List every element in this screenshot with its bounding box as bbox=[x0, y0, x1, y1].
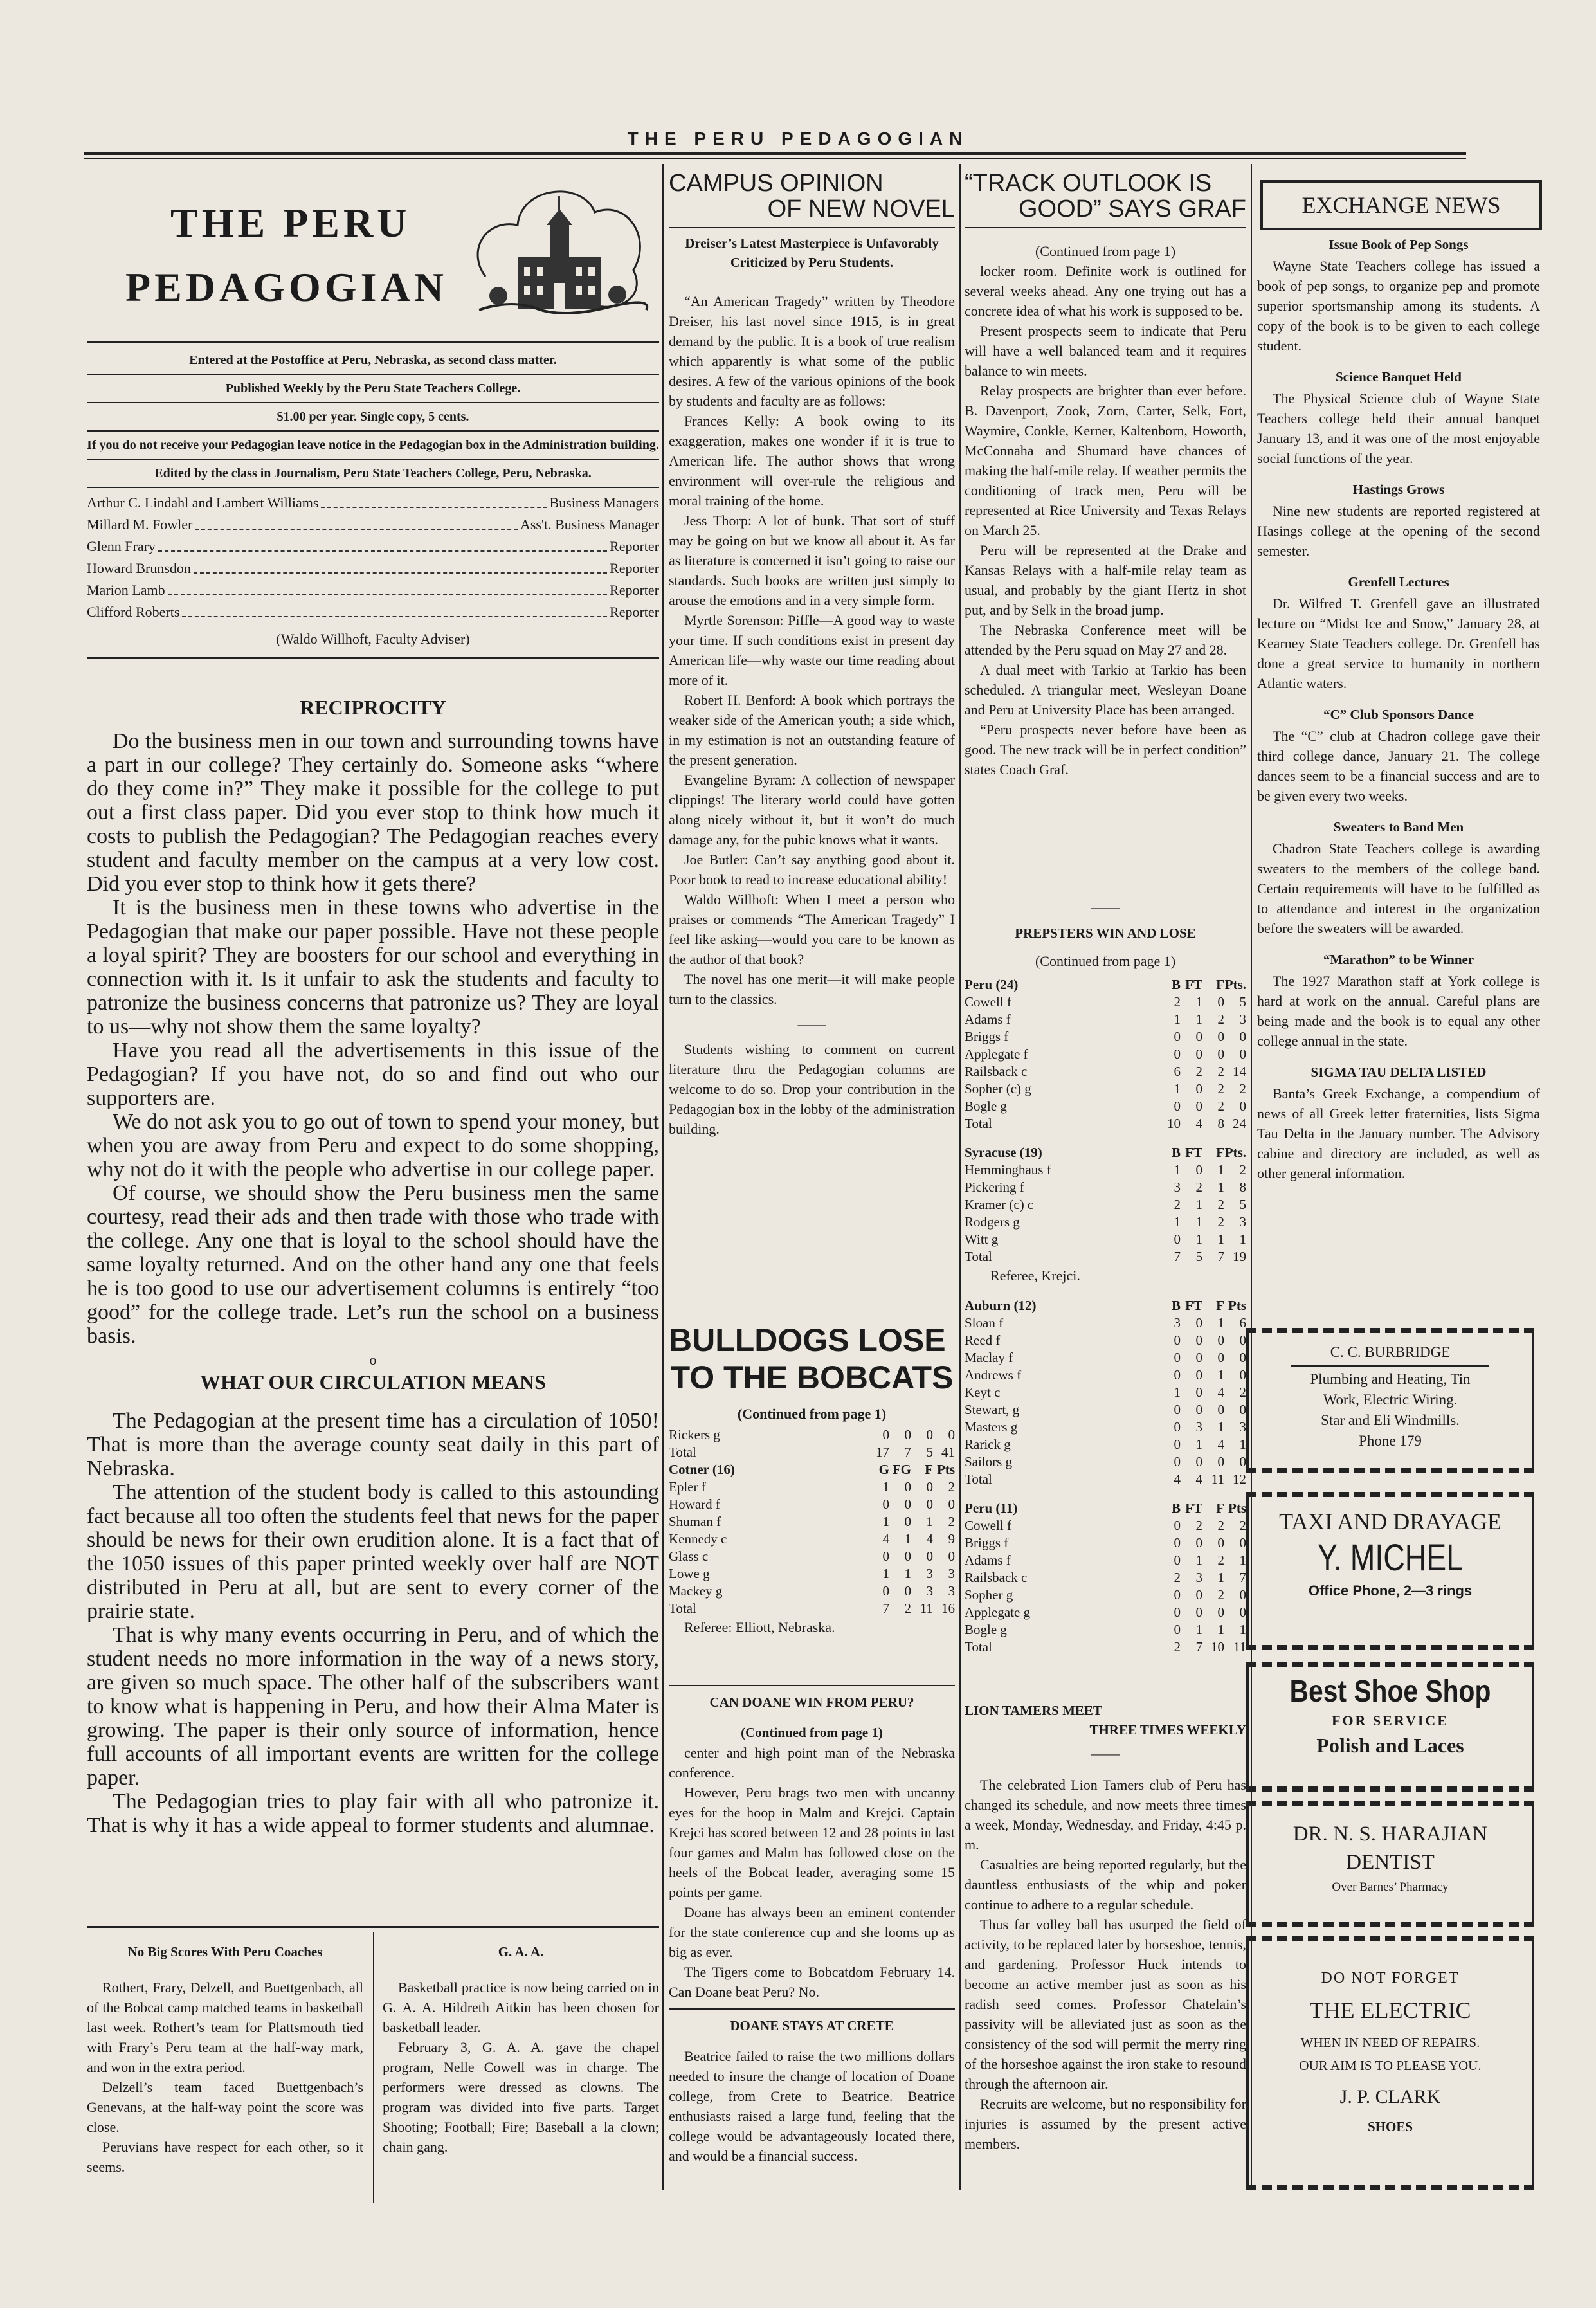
article-paragraph: Jess Thorp: A lot of bunk. That sort of stuff may be going on but we know all about it. As far as literature is concerned it isn’t going to raise our standards. Such books are written just simply to arouse the emotions and in a very simple form. bbox=[669, 513, 955, 608]
table-row: Adams f 0 1 2 1 bbox=[965, 1552, 1246, 1568]
running-head: THE PERU PEDAGOGIAN bbox=[627, 129, 969, 149]
table-row: Reed f 0 0 0 0 bbox=[965, 1332, 1246, 1348]
table-row: Witt g 0 1 1 1 bbox=[965, 1231, 1246, 1247]
staff-list bbox=[87, 492, 659, 623]
campus-opinion-title-1: CAMPUS OPINION bbox=[669, 170, 884, 197]
reciprocity-paragraph: Of course, we should show the Peru business men the same courtesy, read their ads and then trade with those who trade with the college. Any one that is loyal to the school should have the same loyalty returned. And on the other hand any one that feels he is too good to use our advertisement columns is entirely “too good” for the college trade. Let’s run the school on a business basis. bbox=[87, 1181, 659, 1348]
article-paragraph: Doane has always been an eminent contender for the state conference cup and she looms up as big as ever. bbox=[669, 1904, 955, 1960]
reciprocity-article bbox=[87, 691, 659, 1837]
circulation-paragraph: The Pedagogian at the present time has a circulation of 1050! That is more than the average county seat daily in this part of Nebraska. bbox=[87, 1409, 659, 1480]
prepsters-box-scores bbox=[965, 976, 1246, 1656]
exchange-item-title: Science Banquet Held bbox=[1335, 369, 1462, 385]
staff-row: Clifford Roberts Reporter bbox=[87, 601, 659, 623]
article-paragraph: The celebrated Lion Tamers club of Peru has changed its schedule, and now meets three times a week, Monday, Wednesday, and Friday, 4:45 p. m. bbox=[965, 1777, 1246, 1853]
electric-shoes-ad bbox=[1246, 1936, 1534, 2190]
table-row: Mackey g 0 0 3 3 bbox=[669, 1583, 955, 1599]
article-paragraph: “Peru prospects never before have been as good. The new track will be in perfect condition” states Coach Graf. bbox=[965, 722, 1246, 777]
entered-notice: Entered at the Postoffice at Peru, Nebraska, as second class matter. bbox=[189, 353, 557, 367]
doane-article bbox=[669, 1685, 955, 2206]
article-paragraph: Waldo Willhoft: When I meet a person who praises or commends “The American Tragedy” I feel like asking—would you care to be known as the author of that book? bbox=[669, 891, 955, 967]
staff-row: Howard Brunsdon Reporter bbox=[87, 558, 659, 579]
track-title-1: “TRACK OUTLOOK IS bbox=[965, 170, 1212, 197]
column-rule-1 bbox=[662, 164, 664, 2190]
article-paragraph: Basketball practice is now being carried on in G. A. A. Hildreth Aitkin has been chosen for basketball leader. bbox=[383, 1979, 659, 2035]
ad-name: C. C. BURBRIDGE bbox=[1330, 1344, 1451, 1360]
table-row: Pickering f 3 2 1 8 bbox=[965, 1179, 1246, 1195]
exchange-item-title: Sweaters to Band Men bbox=[1333, 819, 1464, 835]
lion-tamers-title-2: THREE TIMES WEEKLY bbox=[1089, 1722, 1246, 1738]
table-row: Briggs f 0 0 0 0 bbox=[965, 1535, 1246, 1550]
circulation-paragraph: The attention of the student body is called to this astounding fact because all too often the students feel that news for the paper should be news for their own erudition alone. It is a fact that of the 1050 issues of this paper printed weekly over half are NOT distributed in Peru at all, but are sent to every corner of the prairie state. bbox=[87, 1480, 659, 1623]
lion-tamers-title-1: LION TAMERS MEET bbox=[965, 1703, 1102, 1718]
masthead-info bbox=[87, 350, 659, 665]
top-rule-thin bbox=[84, 158, 1466, 159]
article-paragraph: However, Peru brags two men with uncanny eyes for the hoop in Malm and Krejci. Captain Krejci has scored between 12 and 28 points in last four games and Malm has followed close on the heels of the Bobcat leader, averaging some 15 points per game. bbox=[669, 1785, 955, 1900]
reciprocity-paragraph: Do the business men in our town and surrounding towns have a part in our college? They certainly do. Someone asks “where do they come in?” They make it possible for the college to put out a first class paper. Did you ever stop to think how much it costs to publish the Pedagogian? The Pedagogian reaches every student and faculty member on the campus at a very low cost. Did you ever stop to think how it gets there? bbox=[87, 729, 659, 896]
ad-line: Work, Electric Wiring. bbox=[1323, 1392, 1458, 1408]
article-paragraph: A dual meet with Tarkio at Tarkio has been scheduled. A triangular meet, Wesleyan Doane and Peru at University Place has been arranged. bbox=[965, 662, 1246, 718]
article-paragraph: Relay prospects are brighter than ever before. B. Davenport, Zook, Zorn, Carter, Selk, Fort, Waymire, Conkle, Kerner, Kaltenborn, Howorth, McConnaha and Shumard have chances of making the half-mile relay. If weather permits the conditioning of track men, Peru will be represented at Rice University and Texas Relays on March 25. bbox=[965, 383, 1246, 538]
no-big-scores-title: No Big Scores With Peru Coaches bbox=[127, 1944, 323, 1959]
track-title-2: GOOD” SAYS GRAF bbox=[1018, 195, 1246, 223]
exchange-item-text: Nine new students are reported registered at Hasings college at the opening of the second semester. bbox=[1257, 503, 1540, 559]
continued-note: (Continued from page 1) bbox=[737, 1406, 887, 1422]
reciprocity-paragraph: Have you read all the advertisements in this issue of the Pedagogian? If you have not, do so and find out who our supporters are. bbox=[87, 1039, 659, 1110]
table-row: Rodgers g 1 1 2 3 bbox=[965, 1214, 1246, 1230]
table-row: Sopher (c) g 1 0 2 2 bbox=[965, 1081, 1246, 1096]
staff-row: Millard M. Fowler Ass't. Business Manager bbox=[87, 514, 659, 536]
table-header-row: Cotner (16) G FG F Pts bbox=[669, 1462, 955, 1477]
exchange-item-text: Chadron State Teachers college is awarding sweaters to the members of the college band. Certain requirements will have to be fulfilled as to attendance and interest in the organization before the sweaters will be awarded. bbox=[1257, 841, 1540, 936]
published-notice: Published Weekly by the Peru State Teachers College. bbox=[225, 381, 521, 395]
campus-opinion-title-2: OF NEW NOVEL bbox=[767, 195, 955, 223]
table-row: Sopher g 0 0 2 0 bbox=[965, 1587, 1246, 1603]
table-row: Rickers g 0 0 0 0 bbox=[669, 1427, 955, 1442]
no-big-scores-article bbox=[87, 1936, 363, 2206]
box-score-table bbox=[965, 1500, 1246, 1656]
table-row: Railsback c 6 2 2 14 bbox=[965, 1064, 1246, 1079]
table-row: Keyt c 1 0 4 2 bbox=[965, 1385, 1246, 1400]
doane-title: CAN DOANE WIN FROM PERU? bbox=[709, 1695, 914, 1710]
continued-note: (Continued from page 1) bbox=[741, 1725, 883, 1740]
ad-line: OUR AIM IS TO PLEASE YOU. bbox=[1299, 2058, 1482, 2073]
reciprocity-paragraph: We do not ask you to go out of town to spend your money, but when you are away from Peru and expect to do some shopping, why not do it with the people who advertise in our college paper. bbox=[87, 1110, 659, 1181]
table-row: Total 4 4 11 12 bbox=[965, 1471, 1246, 1487]
table-row: Total 7 2 11 16 bbox=[669, 1601, 955, 1616]
gaa-title: G. A. A. bbox=[498, 1944, 544, 1959]
table-row: Shuman f 1 0 1 2 bbox=[669, 1514, 955, 1529]
doane-crete-title: DOANE STAYS AT CRETE bbox=[730, 2018, 894, 2033]
article-paragraph: Students wishing to comment on current literature thru the Pedagogian columns are welcome to do so. Drop your contribution in the Pedagogian box in the lobby of the administration building. bbox=[669, 1041, 955, 1137]
table-row: Bogle g 0 1 1 1 bbox=[965, 1622, 1246, 1637]
exchange-item-text: The Physical Science club of Wayne State Teachers college held their annual banquet January 13, and it was one of the most enjoyable social functions of the year. bbox=[1257, 390, 1540, 466]
table-header-row: Auburn (12) B FT F Pts bbox=[965, 1298, 1246, 1313]
table-row: Cowell f 2 1 0 5 bbox=[965, 994, 1246, 1010]
edited-by: Edited by the class in Journalism, Peru State Teachers College, Peru, Nebraska. bbox=[154, 466, 592, 480]
table-row: Total 10 4 8 24 bbox=[965, 1116, 1246, 1131]
continued-note: (Continued from page 1) bbox=[1035, 953, 1176, 969]
referee-note: Referee: Elliott, Nebraska. bbox=[684, 1619, 835, 1635]
exchange-item-text: The 1927 Marathon staff at York college is hard at work on the annual. Careful plans are being made and the book is to equal any other college annual in the state. bbox=[1257, 973, 1540, 1049]
ad-name: Best Shoe Shop bbox=[1289, 1675, 1491, 1709]
ad-line: DO NOT FORGET bbox=[1321, 1970, 1460, 1986]
taxi-ad bbox=[1246, 1492, 1534, 1650]
exchange-item-title: Hastings Grows bbox=[1352, 482, 1445, 497]
exchange-item-title: “C” Club Sponsors Dance bbox=[1323, 707, 1474, 722]
table-row: Epler f 1 0 0 2 bbox=[669, 1479, 955, 1495]
article-paragraph: Frances Kelly: A book owing to its exaggeration, makes one wonder if it is true to American life. The author shows that wrong environment will over-rule the religious and moral training of the home. bbox=[669, 413, 955, 509]
bulldogs-title-1: BULLDOGS LOSE bbox=[669, 1322, 946, 1358]
table-row: Hemminghaus f 1 0 1 2 bbox=[965, 1162, 1246, 1177]
masthead-rule bbox=[87, 341, 659, 343]
article-paragraph: Rothert, Frary, Delzell, and Buettgenbach, all of the Bobcat camp matched teams in basketball last week. Rothert’s team for Plattsmouth tied with Frary’s Peru team at the half-way mark, and won in the extra period. bbox=[87, 1979, 363, 2075]
section-divider: o bbox=[369, 1352, 377, 1368]
exchange-news-title: EXCHANGE NEWS bbox=[1301, 192, 1501, 218]
article-paragraph: center and high point man of the Nebraska conference. bbox=[669, 1745, 955, 1781]
campus-opinion-deck: Dreiser’s Latest Masterpiece is Unfavorably Criticized by Peru Students. bbox=[685, 235, 939, 270]
circulation-paragraph: That is why many events occurring in Peru, and of which the student needs no more information in the way of a news story, are given so much space. The other half of the subscribers want to know what is happening in Peru, and how their Alma Mater is growing. The paper is their only source of information, hence full accounts of all important events are written for the college paper. bbox=[87, 1623, 659, 1790]
exchange-item-title: Grenfell Lectures bbox=[1348, 574, 1449, 590]
table-row: Total 17 7 5 41 bbox=[669, 1444, 955, 1460]
table-row: Kramer (c) c 2 1 2 5 bbox=[965, 1197, 1246, 1212]
table-row: Maclay f 0 0 0 0 bbox=[965, 1350, 1246, 1365]
top-rule bbox=[84, 152, 1466, 155]
table-row: Cowell f 0 2 2 2 bbox=[965, 1518, 1246, 1533]
ad-line: WHEN IN NEED OF REPAIRS. bbox=[1300, 2035, 1480, 2050]
table-row: Kennedy c 4 1 4 9 bbox=[669, 1531, 955, 1547]
staff-row: Arthur C. Lindahl and Lambert Williams Business Managers bbox=[87, 492, 659, 514]
ad-name: J. P. CLARK bbox=[1339, 2086, 1441, 2107]
masthead-title-line1: THE PERU bbox=[170, 200, 411, 246]
bottom-section-rule bbox=[87, 1926, 659, 1928]
table-row: Masters g 0 3 1 3 bbox=[965, 1419, 1246, 1435]
table-row: Glass c 0 0 0 0 bbox=[669, 1549, 955, 1564]
exchange-item-title: SIGMA TAU DELTA LISTED bbox=[1310, 1064, 1487, 1080]
table-row: Lowe g 1 1 3 3 bbox=[669, 1566, 955, 1581]
shoe-shop-ad bbox=[1246, 1662, 1534, 1792]
article-paragraph: Robert H. Benford: A book which portrays the weaker side of the American youth; a side which, in my estimation is not an outstanding feature of the present generation. bbox=[669, 692, 955, 768]
article-paragraph: Myrtle Sorenson: Piffle—A good way to waste your time. If such conditions exist in present day American life—why waste our time reading about more of it. bbox=[669, 612, 955, 688]
table-header-row: Peru (11) B FT F Pts bbox=[965, 1500, 1246, 1516]
ad-line: TAXI AND DRAYAGE bbox=[1279, 1509, 1501, 1534]
bulldogs-title-2: TO THE BOBCATS bbox=[670, 1359, 954, 1395]
table-row: Applegate g 0 0 0 0 bbox=[965, 1604, 1246, 1620]
box-score-table bbox=[965, 1144, 1246, 1266]
box-score-table bbox=[965, 1297, 1246, 1488]
article-paragraph: locker room. Definite work is outlined for several weeks ahead. Any one trying out has a concrete idea of what his work is supposed to be. bbox=[965, 263, 1246, 319]
ad-line: THE ELECTRIC bbox=[1309, 1997, 1471, 2023]
article-paragraph: Recruits are welcome, but no responsibility for injuries is assumed by the present active members. bbox=[965, 2096, 1246, 2152]
article-paragraph: Thus far volley ball has usurped the field of activity, to be replaced later by horseshoe, tennis, and gardening. Professor Huck intends to become an active member just as soon as his radish seed comes. Professor Chatelain’s passivity will be alleviated just as soon as the consistency of the sod will permit the merry ring of the horseshoe against the iron stake to resound through the afternoon air. bbox=[965, 1916, 1246, 2092]
bottom-column-rule bbox=[373, 1932, 374, 2203]
box-score-table bbox=[965, 976, 1246, 1132]
ad-line: DENTIST bbox=[1346, 1851, 1435, 1874]
table-row: Sloan f 3 0 1 6 bbox=[965, 1315, 1246, 1331]
table-row: Railsback c 2 3 1 7 bbox=[965, 1570, 1246, 1585]
masthead-title-line2: PEDAGOGIAN bbox=[125, 264, 448, 310]
bulldogs-article bbox=[669, 1322, 955, 1682]
ad-line: SHOES bbox=[1367, 2119, 1413, 2134]
lion-tamers-article: LION TAMERS MEET THREE TIMES WEEKLY —— The celebrated Lion Tamers club of Peru has changed its schedule, and now meets three times a week, Monday, Wednesday, and Friday, 4:45 p. m. Casualties are being reported regularly, but the dauntless enthusiasts of the whip and poker continue to adhere to a regular schedule. Thus far volley ball has usurped the field of activity, to be replaced later by horseshoe, tennis, and gardening. Professor Huck intends to become an active member just as soon as his radish seed comes. Professor Chatelain’s passivity will be alleviated just as soon as the consistency of the sod will permit the merry ring of the horseshoe against the iron stake to resound through the afternoon air. Recruits are welcome, but no responsibility for injuries is assumed by the present active members. bbox=[965, 1701, 1246, 2206]
campus-opinion-article: CAMPUS OPINION OF NEW NOVEL Dreiser’s Latest Masterpiece is Unfavorably Criticized by Peru Students. “An American Tragedy” written by Theodore Dreiser, his last novel since 1915, is in great demand by the public. It is a book of true realism which apparently is what some of the public desires. A few of the various opinions of the book by students and faculty are as follows: Frances Kelly: A book owing to its exaggeration, makes one wonder if it is true to American life. The author shows that wrong environment will over-rule the religious and moral training of the home. Jess Thorp: A lot of bunk. That sort of stuff may be going on but we know all about it. As far as literature is concerned it isn’t going to raise our standards. Such books are written just simply to arouse the emotions and in a very simple form. Myrtle Sorenson: Piffle—A good way to waste your time. If such conditions exist in present day American life—why waste our time reading about more of it. Robert H. Benford: A book which portrays the weaker side of the American youth; a side which, in my estimation is not an outstanding feature of the present generation. Evangeline Byram: A collection of newspaper clippings! The literary world could have gotten along nicely without it, but it won’t do much damage any, for the pubic knows what it wants. Joe Butler: Can’t say anything good about it. Poor book to read to increase educational ability! Waldo Willhoft: When I meet a person who praises or commends “The American Tragedy” I feel like asking—would you care to be known as the author of that book? The novel has one merit—it will make people turn to the classics. —— Students wishing to comment on current literature thru the Pedagogian columns are welcome to do so. Drop your contribution in the Pedagogian box in the lobby of the administration building. bbox=[669, 170, 955, 1296]
table-row: Sailors g 0 0 0 0 bbox=[965, 1454, 1246, 1469]
reciprocity-title: RECIPROCITY bbox=[300, 696, 446, 719]
article-paragraph: Joe Butler: Can’t say anything good about it. Poor book to read to increase educational ability! bbox=[669, 851, 955, 887]
exchange-item-text: Wayne State Teachers college has issued a book of pep songs, to organize pep and promote superior sportsmanship among its students. A copy of the book is to be given to each college student. bbox=[1257, 258, 1540, 354]
ad-line: FOR SERVICE bbox=[1332, 1713, 1449, 1729]
staff-row: Marion Lamb Reporter bbox=[87, 579, 659, 601]
ad-line: Over Barnes’ Pharmacy bbox=[1332, 1880, 1449, 1894]
article-paragraph: The novel has one merit—it will make people turn to the classics. bbox=[669, 971, 955, 1007]
exchange-item-title: “Marathon” to be Winner bbox=[1323, 952, 1474, 967]
exchange-item-title: Issue Book of Pep Songs bbox=[1328, 237, 1469, 252]
table-row: Adams f 1 1 2 3 bbox=[965, 1012, 1246, 1027]
ad-phone: Office Phone, 2—3 rings bbox=[1308, 1583, 1473, 1599]
article-paragraph: The Nebraska Conference meet will be attended by the Peru squad on May 27 and 28. bbox=[965, 622, 1246, 658]
reciprocity-paragraph: It is the business men in these towns who advertise in the Pedagogian that make our paper possible. Have not these people a loyal spirit? They are boosters for our school and everything in connection with it. Is it unfair to ask the students and faculty to patronize the business concerns that patronize us? They are loyal to us—why not show them the same loyalty? bbox=[87, 896, 659, 1039]
table-row: Stewart, g 0 0 0 0 bbox=[965, 1402, 1246, 1417]
ad-phone: Phone 179 bbox=[1359, 1433, 1422, 1449]
exchange-item-text: The “C” club at Chadron college gave their third college dance, January 21. The college dances seem to be a financial success and are to be given every two weeks. bbox=[1257, 728, 1540, 804]
article-paragraph: Casualties are being reported regularly, but the dauntless enthusiasts of the whip and poker continue to adhere to a regular schedule. bbox=[965, 1857, 1246, 1913]
price: $1.00 per year. Single copy, 5 cents. bbox=[277, 410, 469, 424]
table-row: Andrews f 0 0 1 0 bbox=[965, 1367, 1246, 1383]
prepsters-article: —— PREPSTERS WIN AND LOSE (Continued from page 1) Peru (24) B FT F Pts. Cowell f 2 1 0 5 Adams f 1 1 2 3 Briggs f 0 0 0 0 Applegate f 0 0 0 0 Railsback c 6 2 2 14 Sopher (c) g 1 0 2 2 Bogle g 0 0 2 0 Total 10 4 8 24 Syracuse (19) B FT F Pts. Hemminghaus f 1 0 1 2 Pickering f 3 2 1 8 Kramer (c) c 2 1 2 5 Rodgers g 1 1 2 3 Witt g 0 1 1 1 Total 7 5 7 19 Referee, Krejci. Auburn (12) B FT F Pts Sloan f 3 0 1 6 Reed f 0 0 0 0 Maclay f 0 0 0 0 Andrews f 0 0 1 0 Keyt c 1 0 4 2 Stewart, g 0 0 0 0 Masters g 0 3 1 3 Rarick g 0 1 4 1 Sailors g 0 0 0 0 Total 4 4 11 12 Peru (11) B FT F Pts Cowell f 0 2 2 2 Briggs f 0 0 0 0 Adams f 0 1 2 1 Railsback c 2 3 1 7 Sopher g 0 0 2 0 Applegate g 0 0 0 0 Bogle g 0 1 1 1 Total 2 7 10 11 bbox=[965, 899, 1246, 1655]
column-rule-2 bbox=[959, 164, 961, 2190]
table-row: Total 2 7 10 11 bbox=[965, 1639, 1246, 1655]
article-paragraph: The Tigers come to Bobcatdom February 14. Can Doane beat Peru? No. bbox=[669, 1964, 955, 2000]
faculty-adviser: (Waldo Willhoft, Faculty Adviser) bbox=[276, 631, 470, 647]
continued-note: (Continued from page 1) bbox=[1035, 243, 1176, 259]
circulation-paragraph: The Pedagogian tries to play fair with all who patronize it. That is why it has a wide appeal to former students and alumnae. bbox=[87, 1790, 659, 1837]
table-row: Bogle g 0 0 2 0 bbox=[965, 1098, 1246, 1114]
staff-row: Glenn Frary Reporter bbox=[87, 536, 659, 558]
ad-line: Star and Eli Windmills. bbox=[1321, 1412, 1460, 1428]
bulldogs-box-score bbox=[669, 1426, 955, 1617]
masthead bbox=[87, 174, 659, 322]
article-paragraph: Evangeline Byram: A collection of newspaper clippings! The literary world could have gotten along nicely without it, but it won’t do much damage any, for the pubic knows what it wants. bbox=[669, 772, 955, 848]
ad-line: Polish and Laces bbox=[1316, 1734, 1464, 1757]
circulation-title: WHAT OUR CIRCULATION MEANS bbox=[200, 1370, 546, 1394]
referee-note: Referee, Krejci. bbox=[990, 1268, 1080, 1284]
gaa-article bbox=[383, 1936, 659, 2206]
prepsters-title: PREPSTERS WIN AND LOSE bbox=[1015, 925, 1196, 941]
dentist-ad bbox=[1246, 1801, 1534, 1927]
delivery-notice: If you do not receive your Pedagogian leave notice in the Pedagogian box in the Administration building. bbox=[87, 438, 659, 452]
table-row: Applegate f 0 0 0 0 bbox=[965, 1046, 1246, 1062]
article-paragraph: Peru will be represented at the Drake and Kansas Relays with a half-mile relay team as usual, and probably by the giant Hertz in shot put, and by Selk in the broad jump. bbox=[965, 542, 1246, 618]
article-paragraph: Delzell’s team faced Buettgenbach’s Genevans, at the half-way point the score was close. bbox=[87, 2079, 363, 2135]
table-header-row: Peru (24) B FT F Pts. bbox=[965, 977, 1246, 992]
table-row: Rarick g 0 1 4 1 bbox=[965, 1437, 1246, 1452]
article-paragraph: Present prospects seem to indicate that Peru will have a well balanced team and it requires balance to win meets. bbox=[965, 323, 1246, 379]
table-row: Total 7 5 7 19 bbox=[965, 1249, 1246, 1264]
exchange-news-header-box bbox=[1260, 180, 1542, 230]
college-building-icon bbox=[460, 174, 653, 322]
track-article bbox=[965, 170, 1246, 897]
article-paragraph: Peruvians have respect for each other, so it seems. bbox=[87, 2139, 363, 2175]
ad-name: Y. MICHEL bbox=[1317, 1537, 1464, 1579]
table-header-row: Syracuse (19) B FT F Pts. bbox=[965, 1145, 1246, 1160]
table-row: Howard f 0 0 0 0 bbox=[669, 1496, 955, 1512]
exchange-item-text: Banta’s Greek Exchange, a compendium of news of all Greek letter fraternities, lists Sigma Tau Delta in the January number. The Advisory cabine and directory are included, as well as other general information. bbox=[1257, 1086, 1540, 1181]
article-paragraph: Beatrice failed to raise the two millions dollars needed to insure the change of location of Doane college, from Crete to Beatrice. Beatrice enthusiasts raised a large fund, feeling that the college would be advantageously located there, and would be a financial success. bbox=[669, 2048, 955, 2164]
article-paragraph: “An American Tragedy” written by Theodore Dreiser, his last novel since 1915, is in great demand by the public. It is a book of true realism which apparently is what some of the public desires. A few of the various opinions of the book by students and faculty are as follows: bbox=[669, 293, 955, 409]
ad-line: Plumbing and Heating, Tin bbox=[1310, 1371, 1471, 1387]
ad-name: DR. N. S. HARAJIAN bbox=[1292, 1822, 1488, 1846]
burbridge-ad bbox=[1246, 1328, 1534, 1473]
exchange-news-column bbox=[1257, 235, 1540, 1315]
article-paragraph: February 3, G. A. A. gave the chapel program, Nelle Cowell was in charge. The performers were dressed as clowns. The program was divided into five parts. Target Shooting; Football; Fire; Baseball a la clown; chain gang. bbox=[383, 2039, 659, 2155]
table-row: Briggs f 0 0 0 0 bbox=[965, 1029, 1246, 1044]
exchange-item-text: Dr. Wilfred T. Grenfell gave an illustrated lecture on “Midst Ice and Snow,” January 28, at Kearney State Teachers college. Dr. Grenfell has done a great service to humanity in northern Atlantic waters. bbox=[1257, 595, 1540, 691]
